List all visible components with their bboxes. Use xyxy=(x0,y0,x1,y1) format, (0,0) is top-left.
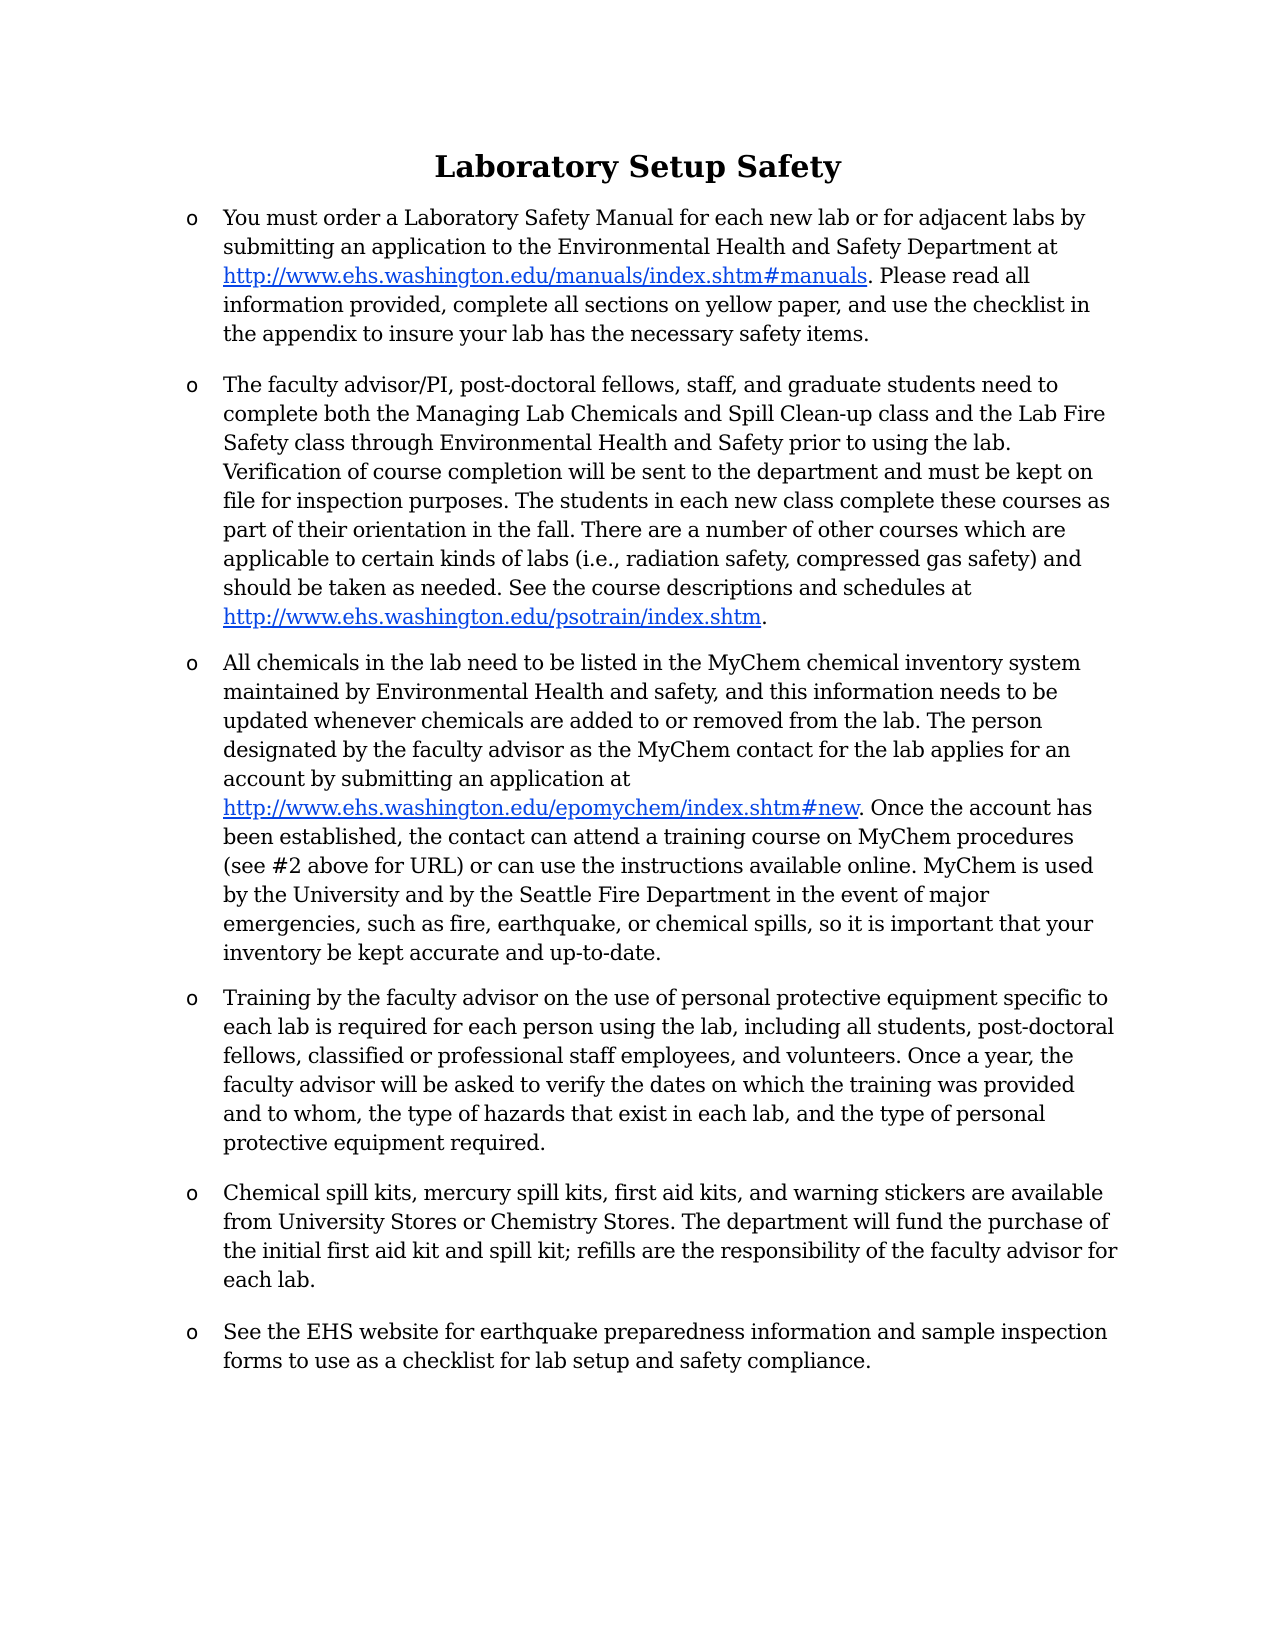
bullet-icon: o xyxy=(186,986,199,1010)
text-segment: The faculty advisor/PI, post-doctoral fellows, staff, and graduate students need to complete both the Managing Lab Chemicals and Spill Clean-up class and the Lab Fire Safety class through Environmental Health and Safety prior to using the lab. Verification of course completion will be sent to the department and must be kept on file for inspection purposes. The students in each new class complete these courses as part of their orientation in the fall. There are a number of other courses which are applicable to certain kinds of labs (i.e., radiation safety, compressed gas safety) and should be taken as needed. See the course descriptions and schedules at xyxy=(223,373,1110,600)
list-item-text xyxy=(223,1179,1118,1295)
text-segment: All chemicals in the lab need to be listed in the MyChem chemical inventory system maintained by Environmental Health and safety, and this information needs to be updated whenever chemicals are added to or removed from the lab. The person designated by the faculty advisor as the MyChem contact for the lab applies for an account by submitting an application at xyxy=(223,651,1081,791)
text-segment: Training by the faculty advisor on the use of personal protective equipment specific to each lab is required for each person using the lab, including all students, post-doctoral fellows, classified or professional staff employees, and volunteers. Once a year, the faculty advisor will be asked to verify the dates on which the training was provided and to whom, the type of hazards that exist in each lab, and the type of personal protective equipment required. xyxy=(223,986,1114,1155)
list-item-text xyxy=(223,371,1118,632)
list-item-text xyxy=(223,204,1118,349)
psotrain-link[interactable]: http://www.ehs.washington.edu/psotrain/index.shtm xyxy=(223,605,762,629)
bullet-icon: o xyxy=(186,373,199,397)
text-segment: See the EHS website for earthquake preparedness information and sample inspection forms to use as a checklist for lab setup and safety compliance. xyxy=(223,1320,1108,1373)
text-segment: Chemical spill kits, mercury spill kits, first aid kits, and warning stickers are available from University Stores or Chemistry Stores. The department will fund the purchase of the initial first aid kit and spill kit; refills are the responsibility of the faculty advisor for each lab. xyxy=(223,1181,1118,1292)
manuals-link[interactable]: http://www.ehs.washington.edu/manuals/index.shtm#manuals xyxy=(223,264,868,288)
mychem-link[interactable]: http://www.ehs.washington.edu/epomychem/index.shtm#new xyxy=(223,796,859,820)
text-segment: . xyxy=(761,605,768,629)
text-segment: . Please read all information provided, complete all sections on yellow paper, and use the checklist in the appendix to insure your lab has the necessary safety items. xyxy=(223,264,1090,346)
list-item-text xyxy=(223,1318,1118,1376)
bullet-icon: o xyxy=(186,651,199,675)
text-segment: You must order a Laboratory Safety Manual for each new lab or for adjacent labs by submitting an application to the Environmental Health and Safety Department at xyxy=(223,206,1086,259)
text-segment: . Once the account has been established, the contact can attend a training course on MyChem procedures (see #2 above for URL) or can use the instructions available online. MyChem is used by the University and by the Seattle Fire Department in the event of major emergencies, such as fire, earthquake, or chemical spills, so it is important that your inventory be kept accurate and up-to-date. xyxy=(223,796,1094,965)
bullet-icon: o xyxy=(186,1181,199,1205)
page-title: Laboratory Setup Safety xyxy=(434,150,841,185)
list-item-text xyxy=(223,649,1118,968)
bullet-icon: o xyxy=(186,206,199,230)
bullet-icon: o xyxy=(186,1320,199,1344)
list-item-text xyxy=(223,984,1118,1158)
